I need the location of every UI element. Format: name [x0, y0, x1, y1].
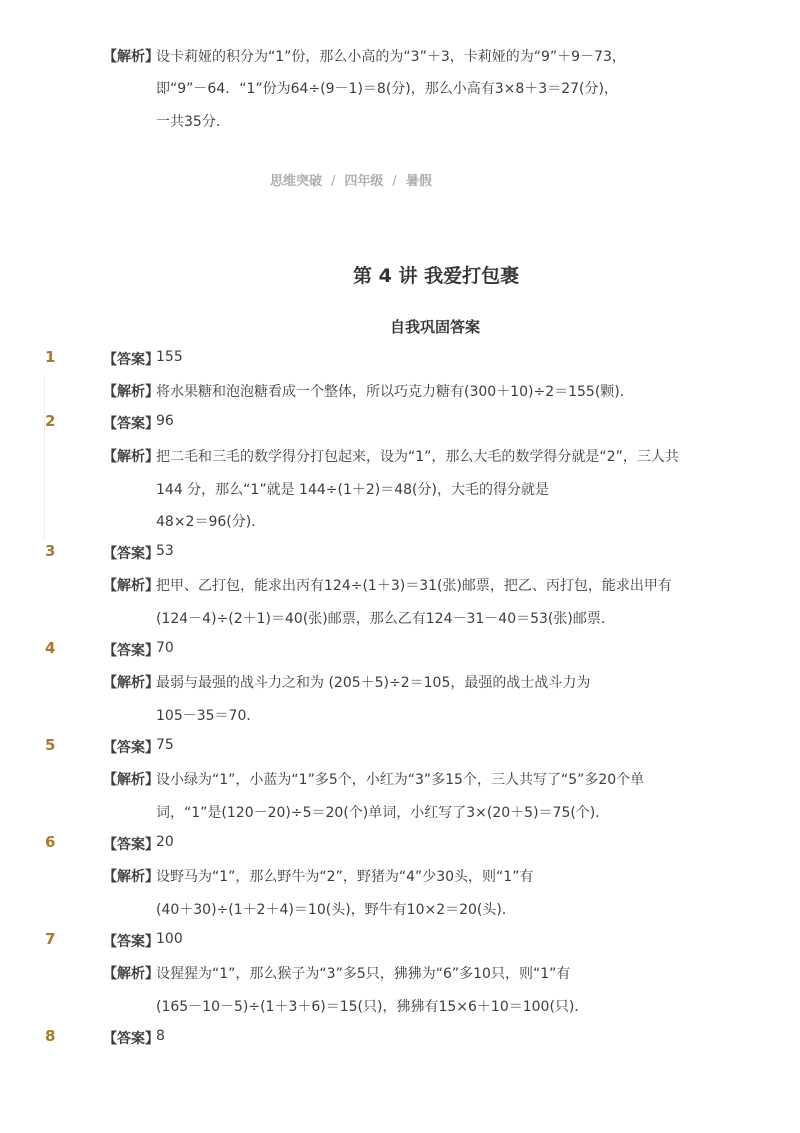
analysis-line: 词，“1”是(120－20)÷5＝20(个)单词，小红写了3×(20＋5)＝75(个)． — [156, 805, 610, 821]
problem-number: 7 — [45, 930, 56, 948]
answer-value: 20 — [156, 834, 174, 850]
intro-analysis-tag: 【解析】 — [103, 49, 159, 65]
analysis-line: (165－10－5)÷(1＋3＋6)＝15(只)，狒狒有15×6＋10＝100(只)． — [156, 999, 589, 1015]
problem-number: 6 — [45, 833, 56, 851]
answer-value: 70 — [156, 640, 174, 656]
answer-tag: 【答案】 — [103, 934, 159, 950]
intro-line-2: 即“9”－64．“1”份为64÷(9－1)＝8(分)，那么小高有3×8＋3＝27(分)， — [156, 81, 618, 97]
problem-number: 8 — [45, 1027, 56, 1045]
number-gutter-rule — [44, 375, 45, 540]
lecture-title: 第 4 讲 我爱打包裹 — [353, 265, 520, 287]
analysis-line: 设猩猩为“1”，那么猴子为“3”多5只，狒狒为“6”多10只，则“1”有 — [156, 966, 571, 982]
answer-value: 53 — [156, 543, 174, 559]
analysis-tag: 【解析】 — [103, 675, 159, 691]
answer-value: 100 — [156, 931, 183, 947]
analysis-line: 设小绿为“1”，小蓝为“1”多5个，小红为“3”多15个，三人共写了“5”多20个单 — [156, 772, 645, 788]
problem-number: 4 — [45, 639, 56, 657]
breadcrumb-separator: / — [392, 174, 397, 189]
analysis-line: (124－4)÷(2＋1)＝40(张)邮票，那么乙有124－31－40＝53(张)邮票． — [156, 611, 615, 627]
problem-number: 5 — [45, 736, 56, 754]
answer-tag: 【答案】 — [103, 352, 159, 368]
answer-value: 8 — [156, 1028, 165, 1044]
analysis-tag: 【解析】 — [103, 772, 159, 788]
answer-tag: 【答案】 — [103, 416, 159, 432]
analysis-line: 48×2＝96(分)． — [156, 514, 266, 530]
problem-number: 2 — [45, 412, 56, 430]
intro-line-1: 设卡莉娅的积分为“1”份，那么小高的为“3”＋3，卡莉娅的为“9”＋9－73， — [156, 49, 626, 65]
analysis-line: 将水果糖和泡泡糖看成一个整体，所以巧克力糖有(300＋10)÷2＝155(颗)． — [156, 384, 634, 400]
analysis-line: 144 分，那么“1”就是 144÷(1＋2)＝48(分)，大毛的得分就是 — [156, 482, 549, 498]
breadcrumb — [270, 170, 432, 189]
analysis-line: 把二毛和三毛的数学得分打包起来，设为“1”，那么大毛的数学得分就是“2”，三人共 — [156, 449, 679, 465]
section-title: 自我巩固答案 — [390, 318, 481, 336]
intro-line-3: 一共35分． — [156, 114, 230, 130]
problem-number: 1 — [45, 348, 56, 366]
answer-tag: 【答案】 — [103, 1031, 159, 1047]
analysis-line: (40＋30)÷(1＋2＋4)＝10(头)，野牛有10×2＝20(头)． — [156, 902, 516, 918]
problem-number: 3 — [45, 542, 56, 560]
breadcrumb-item-subject: 思维突破 — [270, 174, 323, 189]
answer-value: 75 — [156, 737, 174, 753]
analysis-tag: 【解析】 — [103, 384, 159, 400]
analysis-tag: 【解析】 — [103, 578, 159, 594]
breadcrumb-item-grade: 四年级 — [344, 174, 384, 189]
breadcrumb-separator: / — [331, 174, 336, 189]
analysis-line: 最弱与最强的战斗力之和为 (205＋5)÷2＝105，最强的战士战斗力为 — [156, 675, 591, 691]
analysis-line: 把甲、乙打包，能求出丙有124÷(1＋3)＝31(张)邮票，把乙、丙打包，能求出甲有 — [156, 578, 672, 594]
breadcrumb-item-term: 暑假 — [405, 174, 432, 189]
analysis-tag: 【解析】 — [103, 869, 159, 885]
analysis-tag: 【解析】 — [103, 449, 159, 465]
answer-tag: 【答案】 — [103, 837, 159, 853]
analysis-line: 设野马为“1”，那么野牛为“2”，野猪为“4”少30头，则“1”有 — [156, 869, 534, 885]
answer-value: 155 — [156, 349, 183, 365]
answer-tag: 【答案】 — [103, 546, 159, 562]
answer-tag: 【答案】 — [103, 740, 159, 756]
analysis-tag: 【解析】 — [103, 966, 159, 982]
analysis-line: 105－35＝70． — [156, 708, 261, 724]
answer-value: 96 — [156, 413, 174, 429]
answer-tag: 【答案】 — [103, 643, 159, 659]
